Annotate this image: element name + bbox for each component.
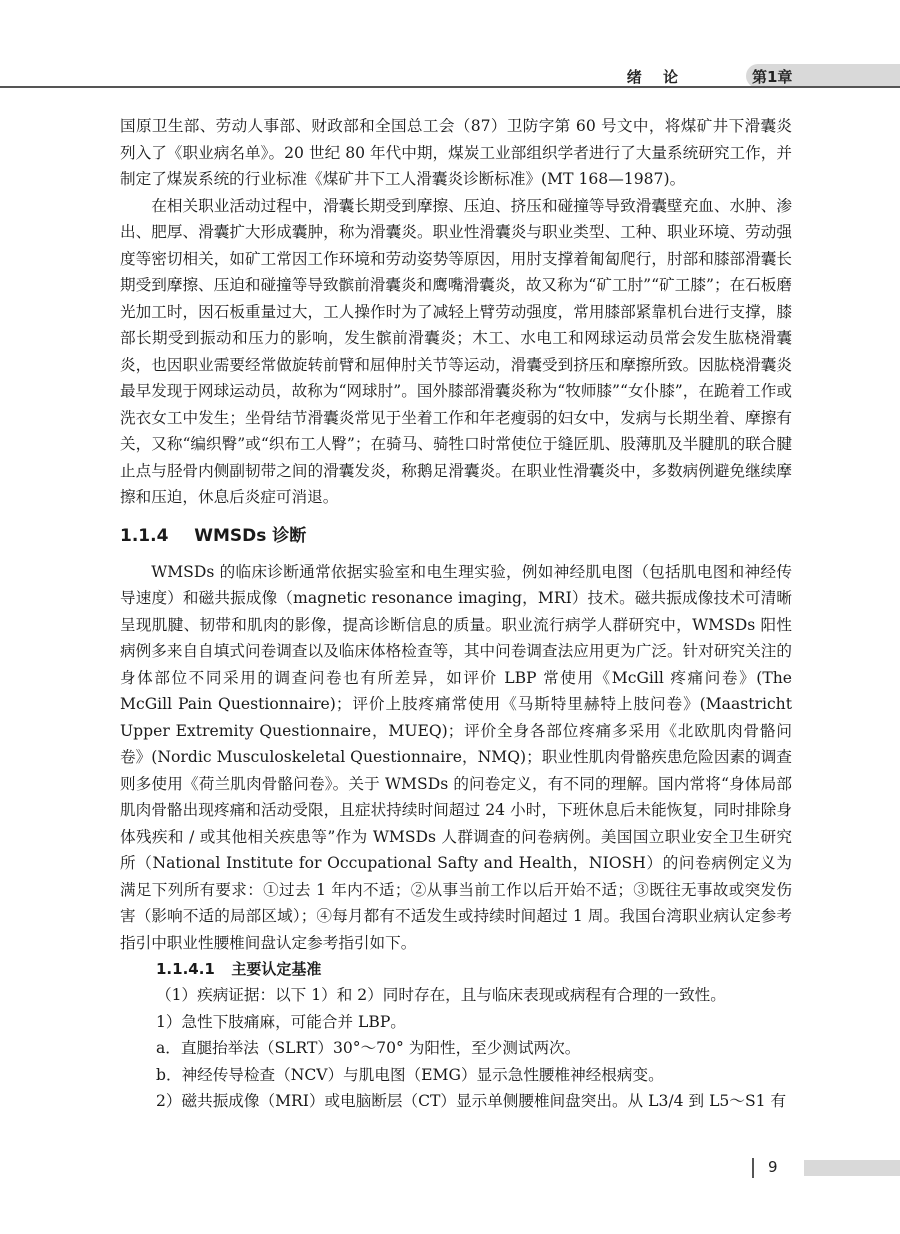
paragraph-2: 在相关职业活动过程中，滑囊长期受到摩擦、压迫、挤压和碰撞等导致滑囊壁充血、水肿、渗出、肥厚、滑囊扩大形成囊肿，称为滑囊炎。职业性滑囊炎与职业类型、工种、职业环境、劳动强度等密切相关，如矿工常因工作环境和劳动姿势等原因，用肘支撑着匍匐爬行，肘部和膝部滑囊长期受到摩擦、压迫和碰撞等导致髌前滑囊炎和鹰嘴滑囊炎，故又称为“矿工肘”“矿工膝”；在石板磨光加工时，因石板重量过大，工人操作时为了减轻上臂劳动强度，常用膝部紧靠机台进行支撑，膝部长期受到振动和压力的影响，发生髌前滑囊炎；木工、水电工和网球运动员常会发生肱桡滑囊炎，也因职业需要经常做旋转前臂和屈伸肘关节等运动，滑囊受到挤压和摩擦所致。因肱桡滑囊炎最早发现于网球运动员，故称为“网球肘”。国外膝部滑囊炎称为“牧师膝”“女仆膝”，在跪着工作或洗衣女工中发生；坐骨结节滑囊炎常见于坐着工作和年老瘦弱的妇女中，发病与长期坐着、摩擦有关，又称“编织臀”或“织布工人臀”；在骑马、骑牲口时常使位于缝匠肌、股薄肌及半腱肌的联合腱止点与胫骨内侧副韧带之间的滑囊发炎，称鹅足滑囊炎。在职业性滑囊炎中，多数病例避免继续摩擦和压迫，休息后炎症可消退。 [120, 196, 792, 506]
section-paragraph: WMSDs 的临床诊断通常依据实验室和电生理实验，例如神经肌电图（包括肌电图和神经传导速度）和磁共振成像（magnetic resonance imaging，MRI）技术。磁共振成像技术可清晰呈现肌腱、韧带和肌肉的影像，提高诊断信息的质量。职业流行病学人群研究中，WMSDs 阳性病例多来自自填式问卷调查以及临床体格检查等，其中问卷调查法应用更为广泛。针对研究关注的身体部位不同采用的调查问卷也有所差异，如评价 LBP 常使用《McGill 疼痛问卷》(The McGill Pain Questionnaire)；评价上肢疼痛常使用《马斯特里赫特上肢问卷》(Maastricht Upper Extremity Questionnaire，MUEQ)；评价全身各部位疼痛多采用《北欧肌肉骨骼问卷》(Nordic Musculoskeletal Questionnaire，NMQ)；职业性肌肉骨骼疾患危险因素的调查则多使用《荷兰肌肉骨骼问卷》。关于 WMSDs 的问卷定义，有不同的理解。国内常将“身体局部肌肉骨骼出现疼痛和活动受限，且症状持续时间超过 24 小时，下班休息后未能恢复，同时排除身体残疾和 / 或其他相关疾患等”作为 WMSDs 人群调查的问卷病例。美国国立职业安全卫生研究所（National Institute for Occupational Safty and Health，NIOSH）的问卷病例定义为满足下列所有要求：①过去 1 年内不适；②从事当前工作以后开始不适；③既往无事故或突发伤害（影响不适的局部区域）；④每月都有不适发生或持续时间超过 1 周。我国台湾职业病认定参考指引中职业性腰椎间盘认定参考指引如下。 [120, 562, 792, 952]
criterion-item: 2）磁共振成像（MRI）或电脑断层（CT）显示单侧腰椎间盘突出。从 L3/4 到 L5～S1 有 [156, 1092, 787, 1110]
section-heading [120, 523, 792, 549]
paragraph-1: 国原卫生部、劳动人事部、财政部和全国总工会（87）卫防字第 60 号文中，将煤矿井下滑囊炎列入了《职业病名单》。20 世纪 80 年代中期，煤炭工业部组织学者进行了大量系统研究工作，并制定了煤炭系统的行业标准《煤矿井下工人滑囊炎诊断标准》(MT 168—1987)。 [120, 117, 792, 188]
criterion-item: 1）急性下肢痛麻，可能合并 LBP。 [156, 1012, 406, 1031]
section-number: 1.1.4 [120, 525, 169, 546]
subsection-title: 主要认定基准 [231, 960, 322, 978]
chapter-tab [746, 64, 900, 88]
footer-rule [752, 1158, 754, 1178]
subsection-number: 1.1.4.1 [156, 960, 215, 978]
chapter-title: 绪 论 [626, 68, 686, 86]
criterion-item: （1）疾病证据：以下 1）和 2）同时存在，且与临床表现或病程有合理的一致性。 [156, 986, 726, 1004]
subsection-heading [120, 956, 792, 982]
section-title: WMSDs 诊断 [194, 525, 307, 546]
page-number: 9 [768, 1158, 778, 1176]
page-body [120, 113, 792, 1115]
header-rule [0, 86, 900, 88]
criterion-item: b．神经传导检查（NCV）与肌电图（EMG）显示急性腰椎神经根病变。 [156, 1065, 664, 1084]
criterion-item: a．直腿抬举法（SLRT）30°～70° 为阳性，至少测试两次。 [156, 1039, 581, 1057]
chapter-label: 第1章 [752, 68, 793, 86]
footer-tab [804, 1160, 900, 1176]
